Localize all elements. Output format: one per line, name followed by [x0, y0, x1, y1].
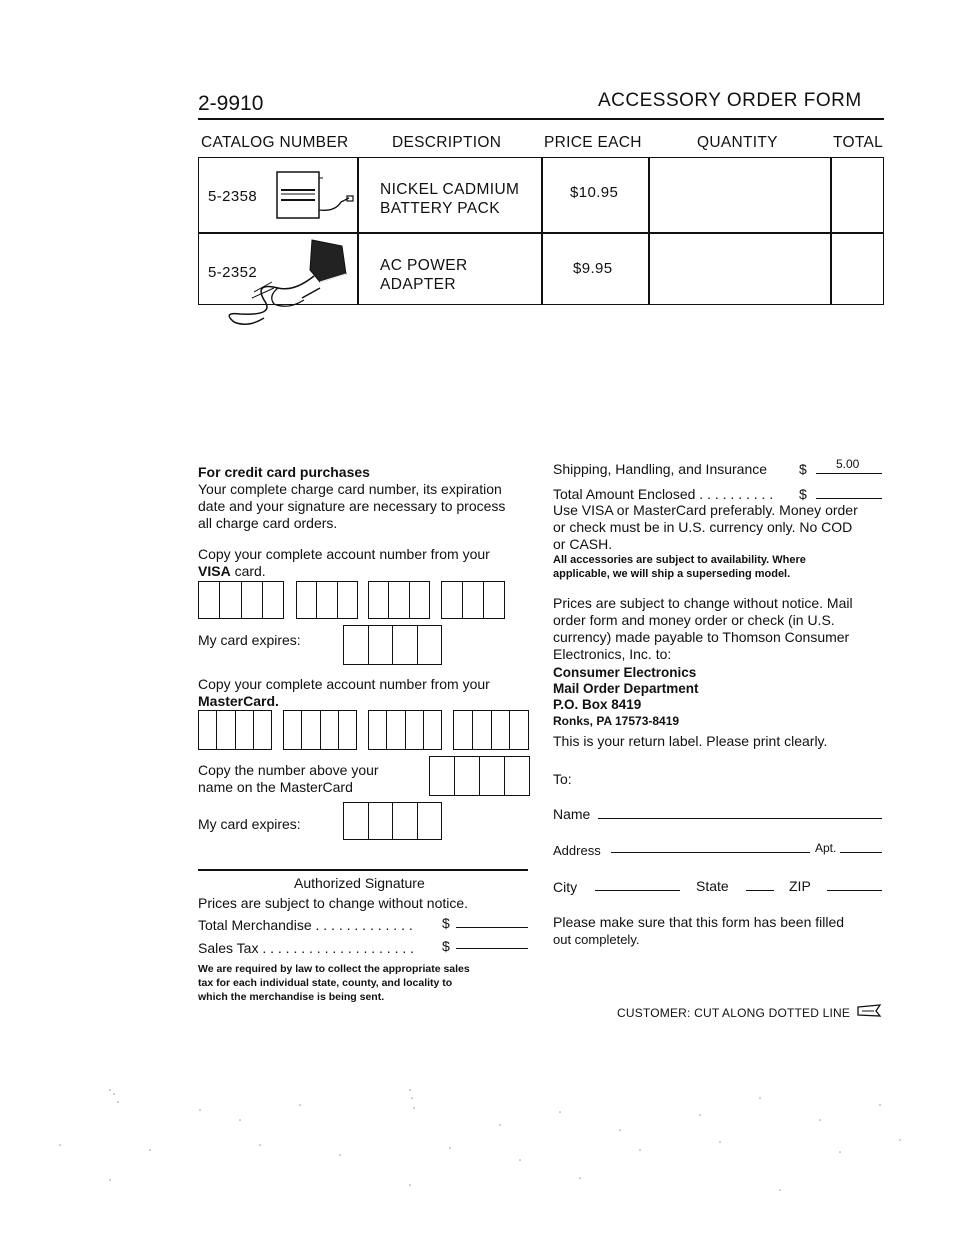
city-field[interactable]: [595, 890, 680, 891]
col-quantity: QUANTITY: [697, 134, 778, 151]
name-field[interactable]: [598, 818, 882, 819]
return-label-text: This is your return label. Please print clearly.: [553, 733, 828, 749]
visa-number-group-3[interactable]: [368, 581, 430, 619]
credit-text: Your complete charge card number, its expiration date and your signature are necessary to process all charge card orders.: [198, 481, 506, 531]
address-label: Address: [553, 843, 601, 858]
tax-notice: We are required by law to collect the appropriate sales tax for each individual state, county, and locality to which the merchandise is being sent.: [198, 963, 470, 1003]
prices-text: Prices are subject to change without notice. Mail order form and money order or check (in U.S. currency) made payable to Thomson Consumer Electronics, Inc. to:: [553, 595, 853, 662]
cut-instruction: CUSTOMER: CUT ALONG DOTTED LINE: [617, 1006, 851, 1020]
total-merchandise-dollar: $: [442, 915, 450, 931]
row2-total-field[interactable]: [833, 235, 881, 303]
sales-tax-dollar: $: [442, 938, 450, 954]
col-description: DESCRIPTION: [392, 134, 502, 151]
mc-expiration-boxes[interactable]: [343, 802, 442, 840]
row1-description: NICKEL CADMIUM BATTERY PACK: [380, 181, 520, 217]
row1-total-field[interactable]: [833, 160, 881, 230]
total-merchandise-label: Total Merchandise . . . . . . . . . . . . .: [198, 917, 413, 933]
power-adapter-icon: [224, 230, 364, 330]
zip-field[interactable]: [827, 890, 882, 891]
scissors-icon: [856, 1003, 884, 1019]
shipping-label: Shipping, Handling, and Insurance: [553, 461, 768, 477]
row1-price: $10.95: [570, 184, 619, 201]
availability-text: All accessories are subject to availability. Where applicable, we will ship a superseding model.: [553, 554, 806, 580]
mastercard-instruction: Copy your complete account number from your MasterCard.: [198, 676, 490, 709]
row2-description: AC POWER ADAPTER: [380, 257, 468, 293]
col-price-each: PRICE EACH: [544, 134, 642, 151]
header-rule: [198, 118, 884, 120]
prices-notice-left: Prices are subject to change without notice.: [198, 895, 469, 911]
mc-number-group-3[interactable]: [368, 710, 442, 750]
total-enclosed-field[interactable]: [816, 498, 882, 499]
visa-number-group-2[interactable]: [296, 581, 358, 619]
col-total: TOTAL: [833, 134, 884, 151]
mc-number-group-1[interactable]: [198, 710, 272, 750]
col-catalog-number: CATALOG NUMBER: [201, 134, 349, 151]
form-title: ACCESSORY ORDER FORM: [598, 90, 862, 111]
visa-expires-label: My card expires:: [198, 632, 301, 648]
total-enclosed-label: Total Amount Enclosed . . . . . . . . . .: [553, 486, 774, 502]
visa-instruction: Copy your complete account number from your VISA card.: [198, 546, 490, 579]
total-enclosed-dollar: $: [799, 486, 807, 502]
mc-above-number-label: Copy the number above your name on the MasterCard: [198, 762, 379, 795]
apt-field[interactable]: [840, 852, 882, 853]
name-label: Name: [553, 806, 591, 822]
mc-above-name-boxes[interactable]: [429, 756, 530, 796]
shipping-value: 5.00: [836, 457, 860, 471]
state-label: State: [696, 878, 729, 894]
signature-label: Authorized Signature: [294, 875, 425, 891]
visa-expiration-boxes[interactable]: [343, 625, 442, 665]
state-field[interactable]: [746, 890, 774, 891]
row2-catalog: 5-2352: [208, 264, 258, 281]
to-label: To:: [553, 771, 572, 787]
credit-heading: For credit card purchases: [198, 464, 370, 480]
mailing-address: Consumer Electronics Mail Order Department P.O. Box 8419 Ronks, PA 17573-8419: [553, 665, 699, 728]
visa-number-group-4[interactable]: [441, 581, 505, 619]
mc-expires-label: My card expires:: [198, 816, 301, 832]
mc-number-group-4[interactable]: [453, 710, 529, 750]
row2-quantity-field[interactable]: [651, 235, 829, 303]
sales-tax-field[interactable]: [456, 948, 528, 949]
form-number: 2-9910: [198, 92, 264, 115]
payment-text: Use VISA or MasterCard preferably. Money order or check must be in U.S. currency only. No COD or CASH.: [553, 502, 858, 552]
sales-tax-label: Sales Tax . . . . . . . . . . . . . . . . . . . .: [198, 940, 415, 956]
shipping-line: [816, 473, 882, 474]
row2-price: $9.95: [573, 260, 613, 277]
zip-label: ZIP: [789, 878, 811, 894]
scan-noise: [0, 1050, 954, 1240]
shipping-dollar: $: [799, 461, 807, 477]
address-field[interactable]: [611, 852, 810, 853]
apt-label: Apt.: [815, 841, 837, 855]
filled-notice: Please make sure that this form has been filled out completely.: [553, 914, 845, 947]
total-merchandise-field[interactable]: [456, 927, 528, 928]
row1-quantity-field[interactable]: [651, 160, 829, 230]
mc-number-group-2[interactable]: [283, 710, 357, 750]
signature-line[interactable]: [198, 869, 528, 871]
battery-pack-icon: [275, 168, 359, 224]
city-label: City: [553, 879, 578, 895]
visa-number-group-1[interactable]: [198, 581, 284, 619]
row1-catalog: 5-2358: [208, 188, 258, 205]
